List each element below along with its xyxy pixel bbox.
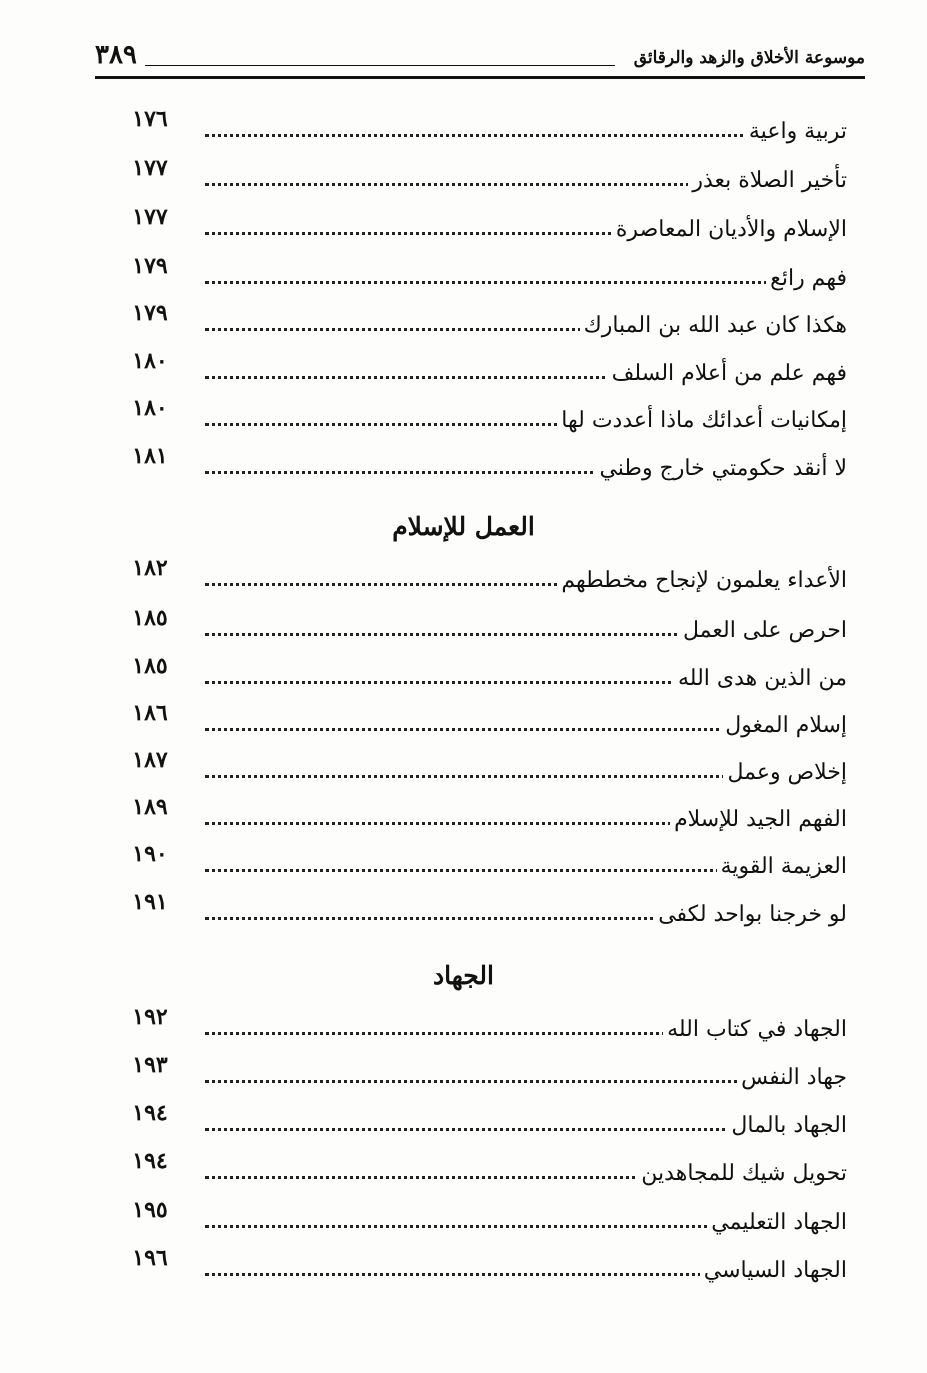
- toc-entry-page: ١٨٠: [132, 395, 168, 421]
- toc-entry-title: الجهاد التعليمي: [707, 1203, 847, 1243]
- page-header: [95, 38, 865, 80]
- toc-entry-title: إسلام المغول: [721, 706, 847, 746]
- toc-entry-page: ١٩٠: [132, 841, 168, 867]
- toc-entry[interactable]: [0, 1004, 927, 1050]
- dot-leader: [205, 281, 847, 284]
- toc-entry-page: ١٨٥: [132, 605, 168, 631]
- header-divider: [95, 76, 865, 79]
- toc-entry[interactable]: [0, 204, 927, 250]
- header-rule: [145, 65, 615, 66]
- toc-entry[interactable]: [0, 747, 927, 793]
- toc-entry[interactable]: [0, 889, 927, 935]
- toc-entry-page: ١٩٤: [132, 1100, 168, 1126]
- toc-entry[interactable]: [0, 443, 927, 489]
- toc-entry-page: ١٩٦: [132, 1245, 168, 1271]
- toc-entry-page: ١٨٩: [132, 794, 168, 820]
- toc-entry-page: ١٧٦: [132, 106, 168, 132]
- book-title: موسوعة الأخلاق والزهد والرقائق: [633, 48, 865, 68]
- toc-entry-page: ١٨٧: [132, 747, 168, 773]
- toc-entry-title: الأعداء يعلمون لإنجاح مخططهم: [557, 561, 847, 601]
- toc-entry[interactable]: [0, 653, 927, 699]
- toc-entry-page: ١٩٣: [132, 1052, 168, 1078]
- toc-entry[interactable]: [0, 1148, 927, 1194]
- section-heading: الجهاد: [433, 961, 494, 990]
- toc-entry-page: ١٨١: [132, 443, 168, 469]
- toc-entry[interactable]: [0, 700, 927, 746]
- toc-entry[interactable]: [0, 348, 927, 394]
- toc-entry[interactable]: [0, 1100, 927, 1146]
- toc-entry-page: ١٧٧: [132, 155, 168, 181]
- toc-entry-title: العزيمة القوية: [717, 847, 847, 887]
- toc-entry-title: الجهاد في كتاب الله: [663, 1010, 847, 1050]
- toc-entry-page: ١٨٦: [132, 700, 168, 726]
- toc-entry-title: تأخير الصلاة بعذر: [688, 161, 847, 201]
- toc-entry[interactable]: [0, 1245, 927, 1291]
- toc-entry-page: ١٧٧: [132, 204, 168, 230]
- toc-entry-title: احرص على العمل: [679, 611, 847, 651]
- toc-entry[interactable]: [0, 155, 927, 201]
- toc-entry[interactable]: [0, 1197, 927, 1243]
- toc-entry-title: الجهاد السياسي: [700, 1251, 847, 1291]
- toc-entry-page: ١٩٥: [132, 1197, 168, 1223]
- toc-entry-page: ١٩٢: [132, 1004, 168, 1030]
- toc-entry-title: فهم علم من أعلام السلف: [608, 354, 847, 394]
- toc-entry[interactable]: [0, 253, 927, 299]
- toc-entry-page: ١٨٠: [132, 348, 168, 374]
- toc-entry-title: إخلاص وعمل: [723, 753, 847, 793]
- toc-entry-title: تربية واعية: [745, 112, 847, 152]
- toc-entry-title: الإسلام والأديان المعاصرة: [612, 210, 847, 250]
- toc-entry-page: ١٨٢: [132, 555, 168, 581]
- page-number: ٣٨٩: [95, 40, 137, 70]
- toc-entry[interactable]: [0, 1052, 927, 1098]
- toc-entry-page: ١٩١: [132, 889, 168, 915]
- toc-entry-page: ١٨٥: [132, 653, 168, 679]
- toc-entry-title: هكذا كان عبد الله بن المبارك: [580, 306, 847, 346]
- toc-entry-title: جهاد النفس: [737, 1058, 847, 1098]
- toc-entry[interactable]: [0, 555, 927, 601]
- section-heading: العمل للإسلام: [392, 512, 535, 541]
- toc-entry-title: لا أنقد حكومتي خارج وطني: [595, 449, 847, 489]
- toc-entry[interactable]: [0, 841, 927, 887]
- toc-entry[interactable]: [0, 794, 927, 840]
- toc-entry-title: فهم رائع: [766, 259, 847, 299]
- toc-entry[interactable]: [0, 300, 927, 346]
- toc-entry[interactable]: [0, 106, 927, 152]
- toc-entry-page: ١٩٤: [132, 1148, 168, 1174]
- toc-entry-page: ١٧٩: [132, 253, 168, 279]
- toc-entry[interactable]: [0, 395, 927, 441]
- toc-entry-title: من الذين هدى الله: [674, 659, 847, 699]
- toc-entry-title: لو خرجنا بواحد لكفى: [654, 895, 847, 935]
- toc-entry-title: الجهاد بالمال: [727, 1106, 847, 1146]
- toc-entry-title: تحويل شيك للمجاهدين: [637, 1154, 847, 1194]
- toc-entry[interactable]: [0, 605, 927, 651]
- toc-entry-title: إمكانيات أعدائك ماذا أعددت لها: [557, 401, 847, 441]
- toc-entry-title: الفهم الجيد للإسلام: [670, 800, 847, 840]
- toc-entry-page: ١٧٩: [132, 300, 168, 326]
